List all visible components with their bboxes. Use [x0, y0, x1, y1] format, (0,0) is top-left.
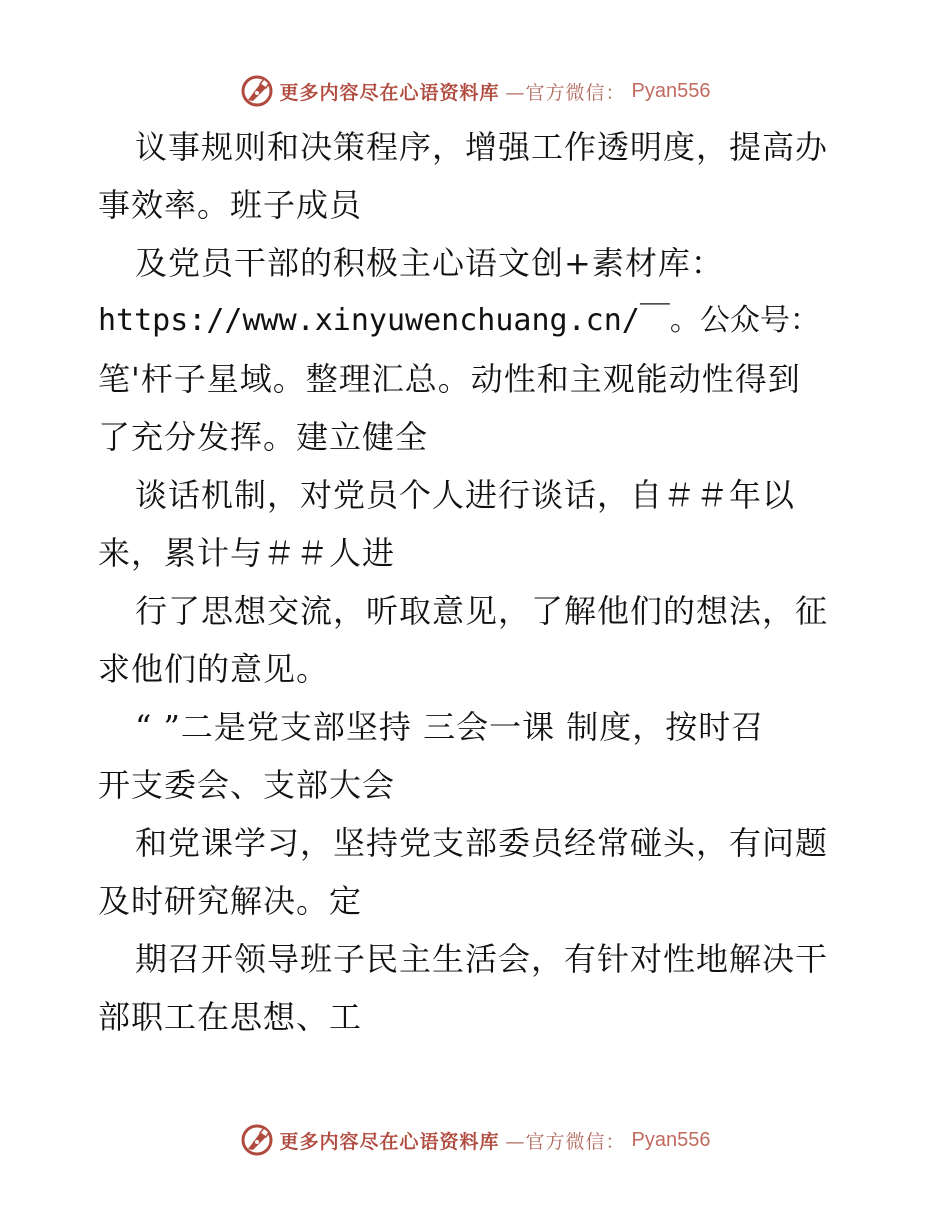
- paragraph-line: 和党课学习，坚持党支部委员经常碰头，有问题: [135, 824, 829, 862]
- paragraph-line: 期召开领导班子民主生活会，有针对性地解决干: [135, 940, 829, 978]
- pen-nib-circle-icon: [240, 74, 274, 108]
- paragraph-line: 了充分发挥。建立健全: [98, 418, 429, 456]
- document-body: [98, 118, 858, 1046]
- paragraph-line: 开支委会、支部大会: [98, 766, 396, 804]
- paragraph-line: 及时研究解决。定: [98, 882, 363, 920]
- watermark-site-name: 更多内容尽在心语资料库: [279, 81, 500, 104]
- watermark-official-label: —官方微信：: [505, 81, 626, 104]
- watermark-wechat-id: Pyan556: [631, 79, 711, 102]
- paragraph-line: 部职工在思想、工: [98, 998, 363, 1036]
- paragraph-line: 笔'杆子星域。整理汇总。动性和主观能动性得到: [98, 360, 801, 398]
- paragraph-line: 行了思想交流，听取意见，了解他们的想法，征: [135, 592, 829, 630]
- paragraph-line-url: https://www.xinyuwenchuang.cn/￣。公众号：: [98, 303, 820, 338]
- watermark-wechat-id: Pyan556: [631, 1128, 711, 1151]
- watermark-site-name: 更多内容尽在心语资料库: [279, 1130, 500, 1153]
- watermark-official-label: —官方微信：: [505, 1130, 626, 1153]
- paragraph-line: 及党员干部的积极主心语文创+素材库：: [135, 244, 724, 282]
- paragraph-line: 求他们的意见。: [98, 650, 330, 688]
- footer-watermark: [0, 1120, 950, 1160]
- paragraph-line: 来，累计与＃＃人进: [98, 534, 396, 572]
- paragraph-line: “ ”二是党支部坚持 三会一课 制度，按时召: [135, 708, 765, 746]
- pen-nib-circle-icon: [240, 1123, 274, 1157]
- paragraph-line: 事效率。班子成员: [98, 186, 363, 224]
- paragraph-line: 谈话机制，对党员个人进行谈话，自＃＃年以: [135, 476, 796, 514]
- paragraph-line: 议事规则和决策程序，增强工作透明度，提高办: [135, 128, 829, 166]
- header-watermark: [0, 71, 950, 111]
